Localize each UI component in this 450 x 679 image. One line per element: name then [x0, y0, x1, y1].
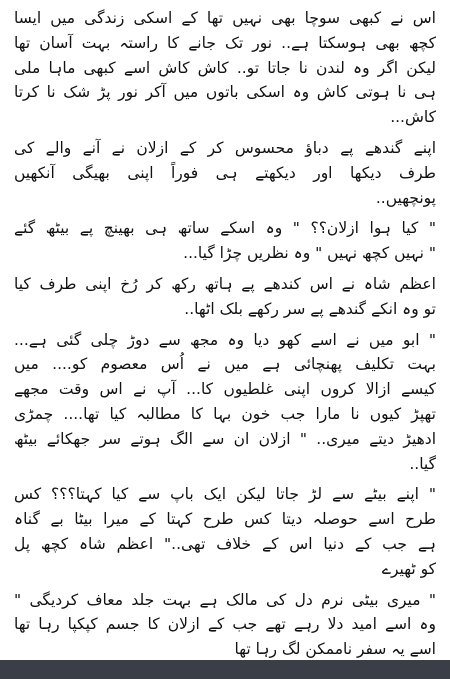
text-line: لیکن اگر وہ لندن نا جاتا تو.. کاش کاش اسے کبھی ماہا ملی	[14, 58, 436, 77]
text-line: کو ٹھیرے	[381, 559, 436, 578]
text-line: اپنے گندھے پے دباؤ محسوس کر کے ازلان نے آنے والے کی	[14, 138, 436, 157]
text-line: کیسے ازالا کروں اپنی غلطیوں کا... آپ نے اس وقت مجھے	[14, 380, 436, 399]
text-line: ادھیڑ دیتے میری.. " ازلان ان سے الگ ہوتے سر جھکائے بیٹھ	[14, 429, 436, 448]
paragraph-7	[14, 588, 436, 660]
text-line: کچھ بھی ہوسکتا ہے.. نور تک جانے کا راستہ بہت آسان تھا	[14, 33, 436, 52]
text-line: ہے جب کے دنیا اس کے خلاف تھی.." اعظم شاہ کچھ پل	[14, 534, 436, 553]
text-line: ہی نا ہوتی کاش وہ اسکی باتوں میں آکر نور پڑ شک نا کرتا	[14, 83, 436, 102]
text-line: اس نے کبھی سوچا بھی نہیں تھا کے اسکی زندگی میں ایسا	[14, 9, 436, 27]
text-line: طرف دیکھا اور دیکھتے ہی فوراً اپنی بھیگی آنکھیں	[14, 163, 436, 182]
text-line: گیا..	[409, 454, 436, 473]
text-line: طرح اسے حوصلہ دیتا کس طرح کہتا کے میرا بیٹا بے گناہ	[14, 510, 436, 529]
text-line: " میری بیٹی نرم دل کی مالک ہے بہت جلد معاف کردیگی "	[14, 590, 436, 609]
paragraph-6	[14, 482, 436, 581]
text-line: تھپڑ کیوں نا مارا جب خون بہا کا مطالبہ کیا تھا.... چمڑی	[14, 404, 436, 423]
text-line: " نہیں کچھ نہیں " وہ نظریں چڑا گیا...	[183, 244, 436, 263]
text-line: اعظم شاہ نے اس کندھے پے ہاتھ رکھ کر رُخ اپنی طرف کیا	[14, 274, 436, 293]
paragraph-4	[14, 272, 436, 322]
text-line: " اپنے بیٹے سے لڑ جاتا لیکن ایک باپ سے کیا کہتا؟؟؟ کس	[14, 485, 436, 504]
bottom-bar	[0, 660, 450, 679]
text-line: کاش...	[390, 108, 436, 127]
paragraph-3	[14, 216, 436, 266]
text-line: وہ اسے امید دلا رہے تھے جب کے ازلان کا جسم کپکپا رہا تھا	[14, 615, 436, 634]
text-line: پونچھیں..	[375, 188, 436, 207]
paragraph-2	[14, 136, 436, 210]
text-line: " ابو میں نے اسے کھو دیا وہ مجھ سے دوڑ چلی گئی ہے...	[14, 330, 436, 349]
text-line: اسے یہ سفر ناممکن لگ رہا تھا	[234, 640, 436, 659]
text-line: " کیا ہوا ازلان؟؟ " وہ اسکے ساتھ ہی بھینچ پے بیٹھ گئے	[14, 219, 436, 238]
paragraph-5	[14, 328, 436, 477]
text-line: تو وہ انکے گندھے پے سر رکھے بلک اٹھا..	[184, 299, 436, 318]
paragraph-1	[14, 6, 436, 130]
text-line: بہت تکلیف پھنچائی ہے میں نے اُس معصوم کو.... میں	[14, 355, 436, 374]
